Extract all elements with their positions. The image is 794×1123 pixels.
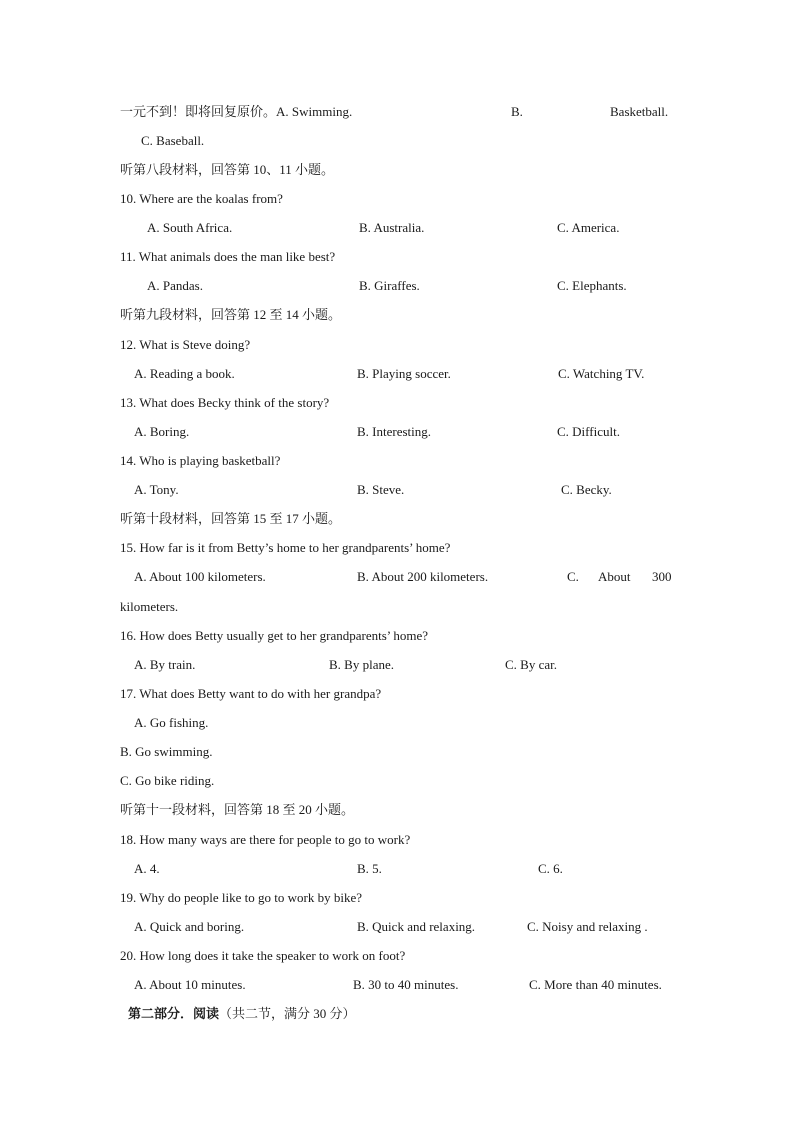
- q9-option-a: 一元不到！即将回复原价。A. Swimming.: [120, 104, 353, 119]
- q9-option-c: C. Baseball.: [141, 133, 205, 148]
- q14-option-a: A. Tony.: [134, 482, 179, 497]
- q13-option-a: A. Boring.: [134, 424, 190, 439]
- q20-stem: 20. How long does it take the speaker to work on foot?: [120, 948, 406, 963]
- section-heading-9: 听第九段材料，回答第 12 至 14 小题。: [120, 307, 342, 322]
- q16-option-a: A. By train.: [134, 657, 196, 672]
- q19-option-a: A. Quick and boring.: [134, 919, 245, 934]
- q12-stem: 12. What is Steve doing?: [120, 337, 251, 352]
- q19-stem: 19. Why do people like to go to work by bike?: [120, 890, 363, 905]
- q9-option-b-letter: B.: [511, 104, 523, 119]
- q20-option-b: B. 30 to 40 minutes.: [353, 977, 459, 992]
- q11-stem: 11. What animals does the man like best?: [120, 249, 336, 264]
- q10-stem: 10. Where are the koalas from?: [120, 191, 283, 206]
- q16-option-b: B. By plane.: [329, 657, 394, 672]
- q15-option-a: A. About 100 kilometers.: [134, 569, 266, 584]
- part2-note: （共二节，满分 30 分）: [219, 1006, 356, 1021]
- q20-option-c: C. More than 40 minutes.: [529, 977, 662, 992]
- q20-option-a: A. About 10 minutes.: [134, 977, 246, 992]
- section-heading-10: 听第十段材料，回答第 15 至 17 小题。: [120, 511, 342, 526]
- q11-option-c: C. Elephants.: [557, 278, 627, 293]
- q17-stem: 17. What does Betty want to do with her grandpa?: [120, 686, 382, 701]
- q13-option-b: B. Interesting.: [357, 424, 432, 439]
- q13-option-c: C. Difficult.: [557, 424, 620, 439]
- q15-option-c-number: 300: [652, 569, 672, 584]
- q15-option-c-about: About: [598, 569, 631, 584]
- q10-option-c: C. America.: [557, 220, 620, 235]
- q14-option-c: C. Becky.: [561, 482, 612, 497]
- q17-option-b: B. Go swimming.: [120, 744, 213, 759]
- q14-option-b: B. Steve.: [357, 482, 405, 497]
- q15-option-b: B. About 200 kilometers.: [357, 569, 489, 584]
- part2-heading: [128, 1006, 356, 1022]
- q12-option-a: A. Reading a book.: [134, 366, 235, 381]
- q10-option-a: A. South Africa.: [147, 220, 233, 235]
- q18-option-a: A. 4.: [134, 861, 160, 876]
- section-heading-8: 听第八段材料，回答第 10、11 小题。: [120, 162, 335, 177]
- q19-option-c: C. Noisy and relaxing .: [527, 919, 648, 934]
- q17-option-a: A. Go fishing.: [134, 715, 209, 730]
- q11-option-a: A. Pandas.: [147, 278, 203, 293]
- q17-option-c: C. Go bike riding.: [120, 773, 215, 788]
- q11-option-b: B. Giraffes.: [359, 278, 420, 293]
- q16-option-c: C. By car.: [505, 657, 557, 672]
- q10-option-b: B. Australia.: [359, 220, 425, 235]
- q18-option-c: C. 6.: [538, 861, 563, 876]
- q18-stem: 18. How many ways are there for people to go to work?: [120, 832, 411, 847]
- q14-stem: 14. Who is playing basketball?: [120, 453, 281, 468]
- part2-title: 第二部分．阅读: [128, 1006, 220, 1021]
- q15-option-c-unit: kilometers.: [120, 599, 179, 614]
- q9-option-b-text: Basketball.: [610, 104, 669, 119]
- q15-stem: 15. How far is it from Betty’s home to her grandparents’ home?: [120, 540, 451, 555]
- q12-option-b: B. Playing soccer.: [357, 366, 451, 381]
- q15-option-c-letter: C.: [567, 569, 579, 584]
- section-heading-11: 听第十一段材料，回答第 18 至 20 小题。: [120, 802, 355, 817]
- q19-option-b: B. Quick and relaxing.: [357, 919, 476, 934]
- q18-option-b: B. 5.: [357, 861, 382, 876]
- q13-stem: 13. What does Becky think of the story?: [120, 395, 330, 410]
- q12-option-c: C. Watching TV.: [558, 366, 645, 381]
- q16-stem: 16. How does Betty usually get to her grandparents’ home?: [120, 628, 429, 643]
